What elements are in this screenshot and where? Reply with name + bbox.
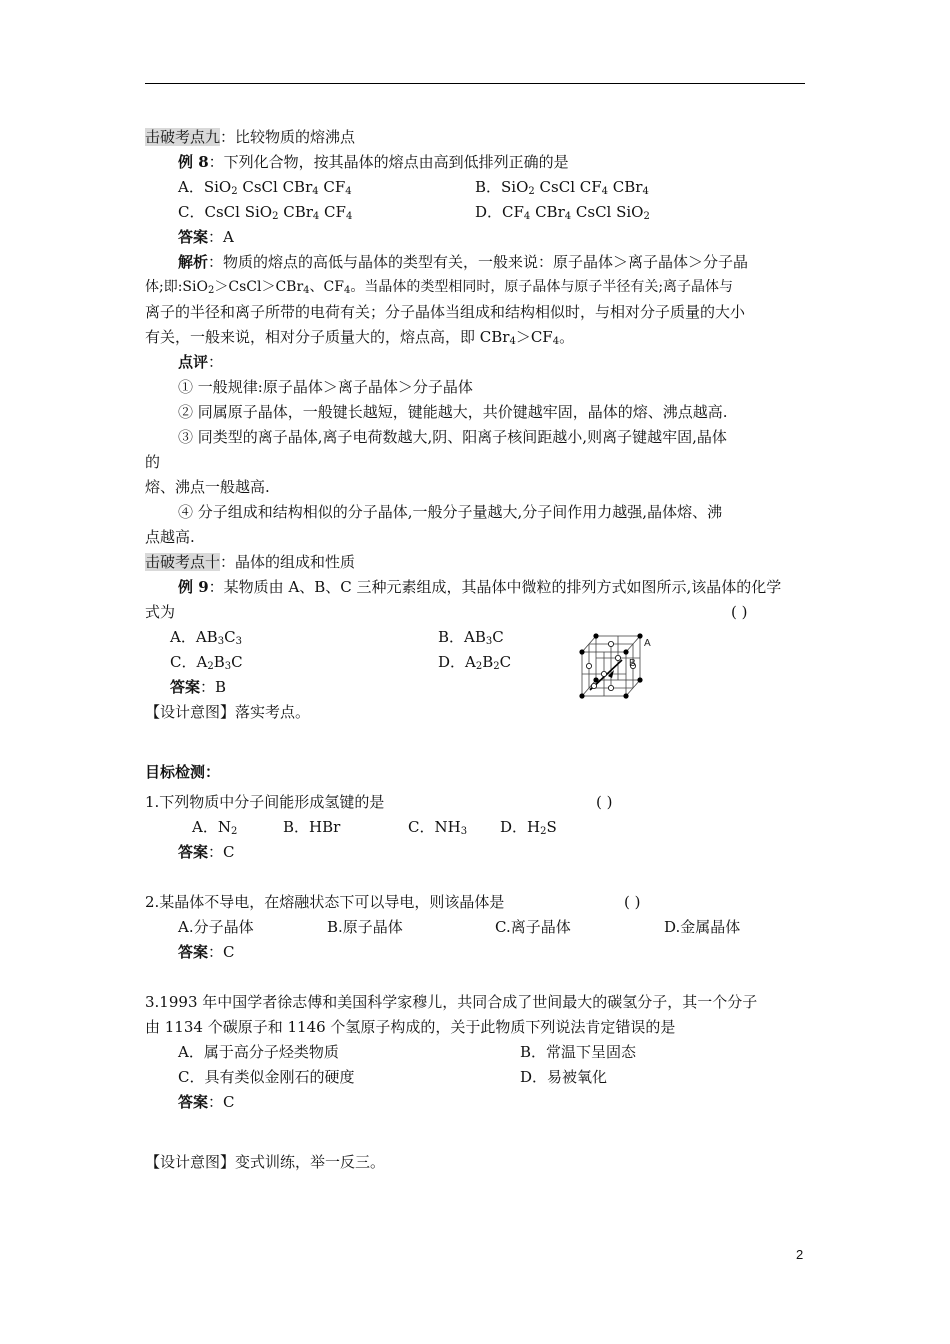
comment-item-2: ② 同属原子晶体，一般键长越短，键能越大，共价键越牢固，晶体的熔、沸点越高. — [178, 403, 728, 421]
analysis-line-4: 有关，一般来说，相对分子质量大的，熔点高，即 $CBr_4>CF_4$。 — [145, 328, 575, 347]
q3-option-d: D．易被氧化 — [520, 1068, 608, 1086]
comment-label: 点评 — [178, 353, 209, 371]
comment-item-3-cont2: 熔、沸点一般越高. — [145, 478, 270, 496]
question-2-paren: ( ) — [624, 893, 641, 911]
question-2: 2.某晶体不导电，在熔融状态下可以导电，则该晶体是 — [145, 893, 505, 911]
q2-answer: 答案：C — [178, 943, 235, 961]
q3-answer: 答案：C — [178, 1093, 235, 1111]
answer-label: 答案 — [170, 678, 201, 696]
answer-label: 答案 — [178, 228, 209, 246]
analysis-line-2: 体;即:SiO$_2$＞CsCl＞CBr$_4$、$CF_4$。当晶体的类型相同时，原子晶体与原子半径有关;离子晶体与 — [145, 279, 734, 296]
ex9-answer: 答案：B — [170, 678, 227, 696]
question-1-paren: ( ) — [596, 793, 613, 811]
comment-heading: 点评： — [178, 353, 224, 371]
q1-option-b: B．HBr — [283, 818, 341, 836]
question-3-cont: 由 1134 个碳原子和 1146 个氢原子构成的，关于此物质下列说法肯定错误的是 — [145, 1018, 676, 1036]
ex9-option-a: A．$AB_3C_3$ — [170, 628, 242, 647]
example-8-text: ：下列化合物，按其晶体的熔点由高到低排列正确的是 — [208, 153, 569, 171]
ex9-option-d: D．$A_2B_2C$ — [438, 653, 512, 672]
ex9-design-intent: 【设计意图】落实考点。 — [145, 703, 311, 721]
page-number: 2 — [796, 1247, 804, 1262]
q1-option-d: D．$H_2S$ — [500, 818, 557, 837]
header-rule — [145, 83, 805, 84]
ex8-option-c: C．CsCl SiO$_2$ CBr$_4$ $CF_4$ — [178, 203, 353, 222]
section-9-highlight: 击破考点九 — [145, 128, 221, 146]
section-9-title: ：比较物质的熔沸点 — [220, 128, 356, 146]
q3-option-b: B．常温下呈固态 — [520, 1043, 637, 1061]
q2-option-c: C.离子晶体 — [495, 918, 571, 936]
ex8-answer: 答案：A — [178, 228, 234, 246]
q1-option-c: C．$NH_3$ — [408, 818, 468, 837]
q1-option-a: A．$N_2$ — [192, 818, 238, 837]
figure-label-a: A — [644, 638, 651, 649]
q2-option-d: D.金属晶体 — [664, 918, 741, 936]
ex8-option-d: D．$CF_4$ CBr$_4$ CsCl SiO$_2$ — [475, 203, 650, 222]
q2-option-b: B.原子晶体 — [327, 918, 403, 936]
crystal-lattice-figure — [578, 632, 658, 704]
section-10-highlight: 击破考点十 — [145, 553, 221, 571]
example-8-question — [178, 152, 569, 172]
q2-option-a: A.分子晶体 — [178, 918, 254, 936]
figure-label-b: B — [629, 658, 636, 669]
section-10-heading — [145, 552, 355, 572]
example-9-question: 例 9：某物质由 A、B、C 三种元素组成，其晶体中微粒的排列方式如图所示,该晶体的化学 — [178, 578, 782, 596]
ex9-option-c: C．$A_2B_3C$ — [170, 653, 243, 672]
question-1: 1.下列物质中分子间能形成氢键的是 — [145, 793, 385, 811]
example-9-label: 例 9 — [178, 578, 209, 596]
ex9-option-b: B．$AB_3C$ — [438, 628, 504, 647]
q3-option-a: A．属于高分子烃类物质 — [178, 1043, 339, 1061]
section-9-heading — [145, 127, 355, 147]
target-design-intent: 【设计意图】变式训练，举一反三。 — [145, 1153, 386, 1171]
question-3: 3.1993 年中国学者徐志傅和美国科学家穆儿，共同合成了世间最大的碳氢分子，其一个分子 — [145, 993, 758, 1011]
section-10-title: ：晶体的组成和性质 — [220, 553, 356, 571]
example-9-question-cont: 式为 — [145, 603, 176, 621]
q1-answer: 答案：C — [178, 843, 235, 861]
comment-item-3-cont: 的 — [145, 453, 161, 471]
analysis-label: 解析 — [178, 253, 209, 271]
q3-option-c: C．具有类似金刚石的硬度 — [178, 1068, 355, 1086]
analysis-line-3: 离子的半径和离子所带的电荷有关；分子晶体当组成和结构相似时，与相对分子质量的大小 — [145, 303, 746, 321]
ex8-option-b: B．SiO$_2$ CsCl $CF_4$ CBr$_4$ — [475, 178, 649, 197]
comment-item-1: ① 一般规律:原子晶体＞离子晶体＞分子晶体 — [178, 378, 473, 396]
comment-item-4-cont: 点越高. — [145, 528, 195, 546]
target-heading: 目标检测： — [145, 763, 221, 781]
example-9-answer-paren: ( ) — [731, 603, 748, 621]
comment-item-4: ④ 分子组成和结构相似的分子晶体,一般分子量越大,分子间作用力越强,晶体熔、沸 — [178, 503, 723, 521]
comment-item-3: ③ 同类型的离子晶体,离子电荷数越大,阴、阳离子核间距越小,则离子键越牢固,晶体 — [178, 428, 727, 446]
example-8-label: 例 8 — [178, 153, 209, 171]
analysis-line-1: 解析：物质的熔点的高低与晶体的类型有关，一般来说：原子晶体＞离子晶体＞分子晶 — [178, 253, 749, 271]
ex8-option-a: A．SiO$_2$ CsCl CBr$_4$ $CF_4$ — [178, 178, 352, 197]
